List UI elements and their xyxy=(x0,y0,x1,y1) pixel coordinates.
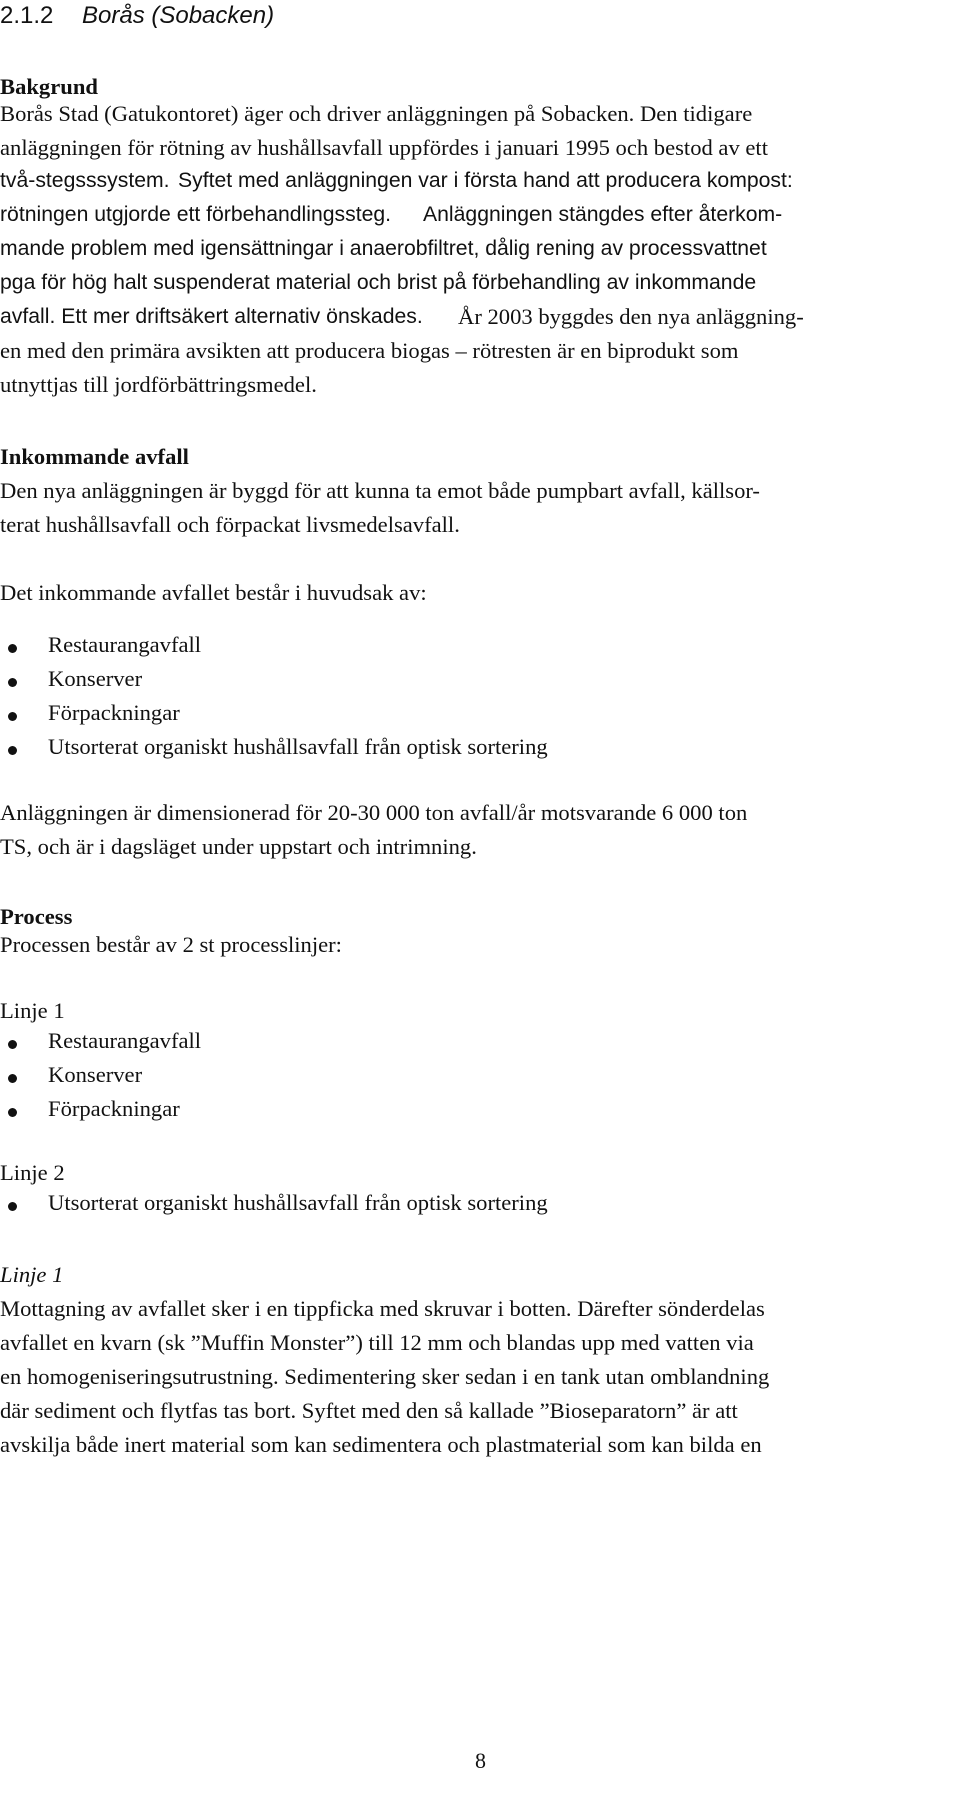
paragraph-line: anläggningen för rötning av hushållsavfall uppfördes i januari 1995 och bestod av ett xyxy=(0,135,768,160)
bullet-icon xyxy=(8,712,17,721)
heading-inkommande-avfall: Inkommande avfall xyxy=(0,444,189,469)
paragraph-line: pga för hög halt suspenderat material och brist på förbehandling av inkommande xyxy=(0,271,757,294)
heading-linje1-detail: Linje 1 xyxy=(0,1262,64,1287)
paragraph-line: rötningen utgjorde ett förbehandlingssteg. xyxy=(0,203,392,226)
paragraph-line: där sediment och flytfas tas bort. Syftet med den så kallade ”Bioseparatorn” är att xyxy=(0,1398,738,1423)
page-number: 8 xyxy=(475,1748,486,1773)
paragraph-line: en med den primära avsikten att producera biogas – rötresten är en biprodukt som xyxy=(0,338,739,363)
paragraph-line: Anläggningen stängdes efter återkom- xyxy=(423,203,783,226)
paragraph-line: Anläggningen är dimensionerad för 20-30 000 ton avfall/år motsvarande 6 000 ton xyxy=(0,800,748,825)
paragraph-line: År 2003 byggdes den nya anläggning- xyxy=(458,304,804,329)
paragraph-line: Mottagning av avfallet sker i en tippficka med skruvar i botten. Därefter sönderdelas xyxy=(0,1296,765,1321)
paragraph-line: mande problem med igensättningar i anaerobfiltret, dålig rening av processvattnet xyxy=(0,237,767,260)
paragraph-line: två-stegsssystem. xyxy=(0,169,170,192)
bullet-icon xyxy=(8,1040,17,1049)
paragraph-line: avfallet en kvarn (sk ”Muffin Monster”) till 12 mm och blandas upp med vatten via xyxy=(0,1330,754,1355)
heading-bakgrund: Bakgrund xyxy=(0,74,98,99)
paragraph-line: TS, och är i dagsläget under uppstart och intrimning. xyxy=(0,834,477,859)
section-title: Borås (Sobacken) xyxy=(82,2,275,29)
bullet-icon xyxy=(8,678,17,687)
paragraph-line: Den nya anläggningen är byggd för att kunna ta emot både pumpbart avfall, källsor- xyxy=(0,478,760,503)
bullet-icon xyxy=(8,1108,17,1117)
bullet-icon xyxy=(8,644,17,653)
bullet-icon xyxy=(8,1074,17,1083)
list-intro: Det inkommande avfallet består i huvudsak av: xyxy=(0,580,427,605)
paragraph-line: Borås Stad (Gatukontoret) äger och driver anläggningen på Sobacken. Den tidigare xyxy=(0,101,753,126)
paragraph-line: en homogeniseringsutrustning. Sedimentering sker sedan i en tank utan omblandning xyxy=(0,1364,770,1389)
heading-process: Process xyxy=(0,904,73,929)
paragraph-line: avfall. Ett mer driftsäkert alternativ önskades. xyxy=(0,305,423,328)
paragraph-line: Processen består av 2 st processlinjer: xyxy=(0,932,342,957)
bullet-icon xyxy=(8,746,17,755)
paragraph-line: avskilja både inert material som kan sedimentera och plastmaterial som kan bilda en xyxy=(0,1432,762,1457)
paragraph-line: utnyttjas till jordförbättringsmedel. xyxy=(0,372,317,397)
linje1-label: Linje 1 xyxy=(0,998,65,1023)
linje2-label: Linje 2 xyxy=(0,1160,65,1185)
bullet-icon xyxy=(8,1202,17,1211)
section-number: 2.1.2 xyxy=(0,2,54,29)
paragraph-line: terat hushållsavfall och förpackat livsmedelsavfall. xyxy=(0,512,460,537)
paragraph-line: Syftet med anläggningen var i första hand att producera kompost: xyxy=(178,169,793,192)
document-page: 2.1.2 Borås (Sobacken) Bakgrund Borås Stad (Gatukontoret) äger och driver anläggningen på Sobacken. Den tidigare anläggningen för rötning av hushållsavfall uppfördes i januari 1995 och bestod av ett två-stegsssystem. Syftet med anläggningen var i första hand att producera kompost: rötningen utgjorde ett förbehandlingssteg. Anläggningen stängdes efter återkom- mande problem med igensättningar i anaerobfiltret, dålig rening av processvattnet pga för hög halt suspenderat material och brist på förbehandling av inkommande avfall. Ett mer driftsäkert alternativ önskades. År 2003 byggdes den nya anläggning- en med den primära avsikten att producera biogas – rötresten är en biprodukt som utnyttjas till jordförbättringsmedel. Inkommande avfall Den nya anläggningen är byggd för att kunna ta emot både pumpbart avfall, källsor- terat hushållsavfall och förpackat livsmedelsavfall. Det inkommande avfallet består i huvudsak av: Restaurangavfall Konserver Förpackningar Utsorterat organiskt hushållsavfall från optisk sortering Anläggningen är dimensionerad för 20-30 000 ton avfall/år motsvarande 6 000 ton TS, och är i dagsläget under uppstart och intrimning. Process Processen består av 2 st processlinjer: Linje 1 Restaurangavfall Konserver Förpackningar Linje 2 Utsorterat organiskt hushållsavfall från optisk sortering Linje 1 Mottagning av avfallet sker i en tippficka med skruvar i botten. Därefter sönderdelas avfallet en kvarn (sk ”Muffin Monster”) till 12 mm och blandas upp med vatten via en homogeniseringsutrustning. Sedimentering sker sedan i en tank utan omblandning där sediment och flytfas tas bort. Syftet med den så kallade ”Bioseparatorn” är att avskilja både inert material som kan sedimentera och plastmaterial som kan bilda en 8 xyxy=(0,2,804,1773)
